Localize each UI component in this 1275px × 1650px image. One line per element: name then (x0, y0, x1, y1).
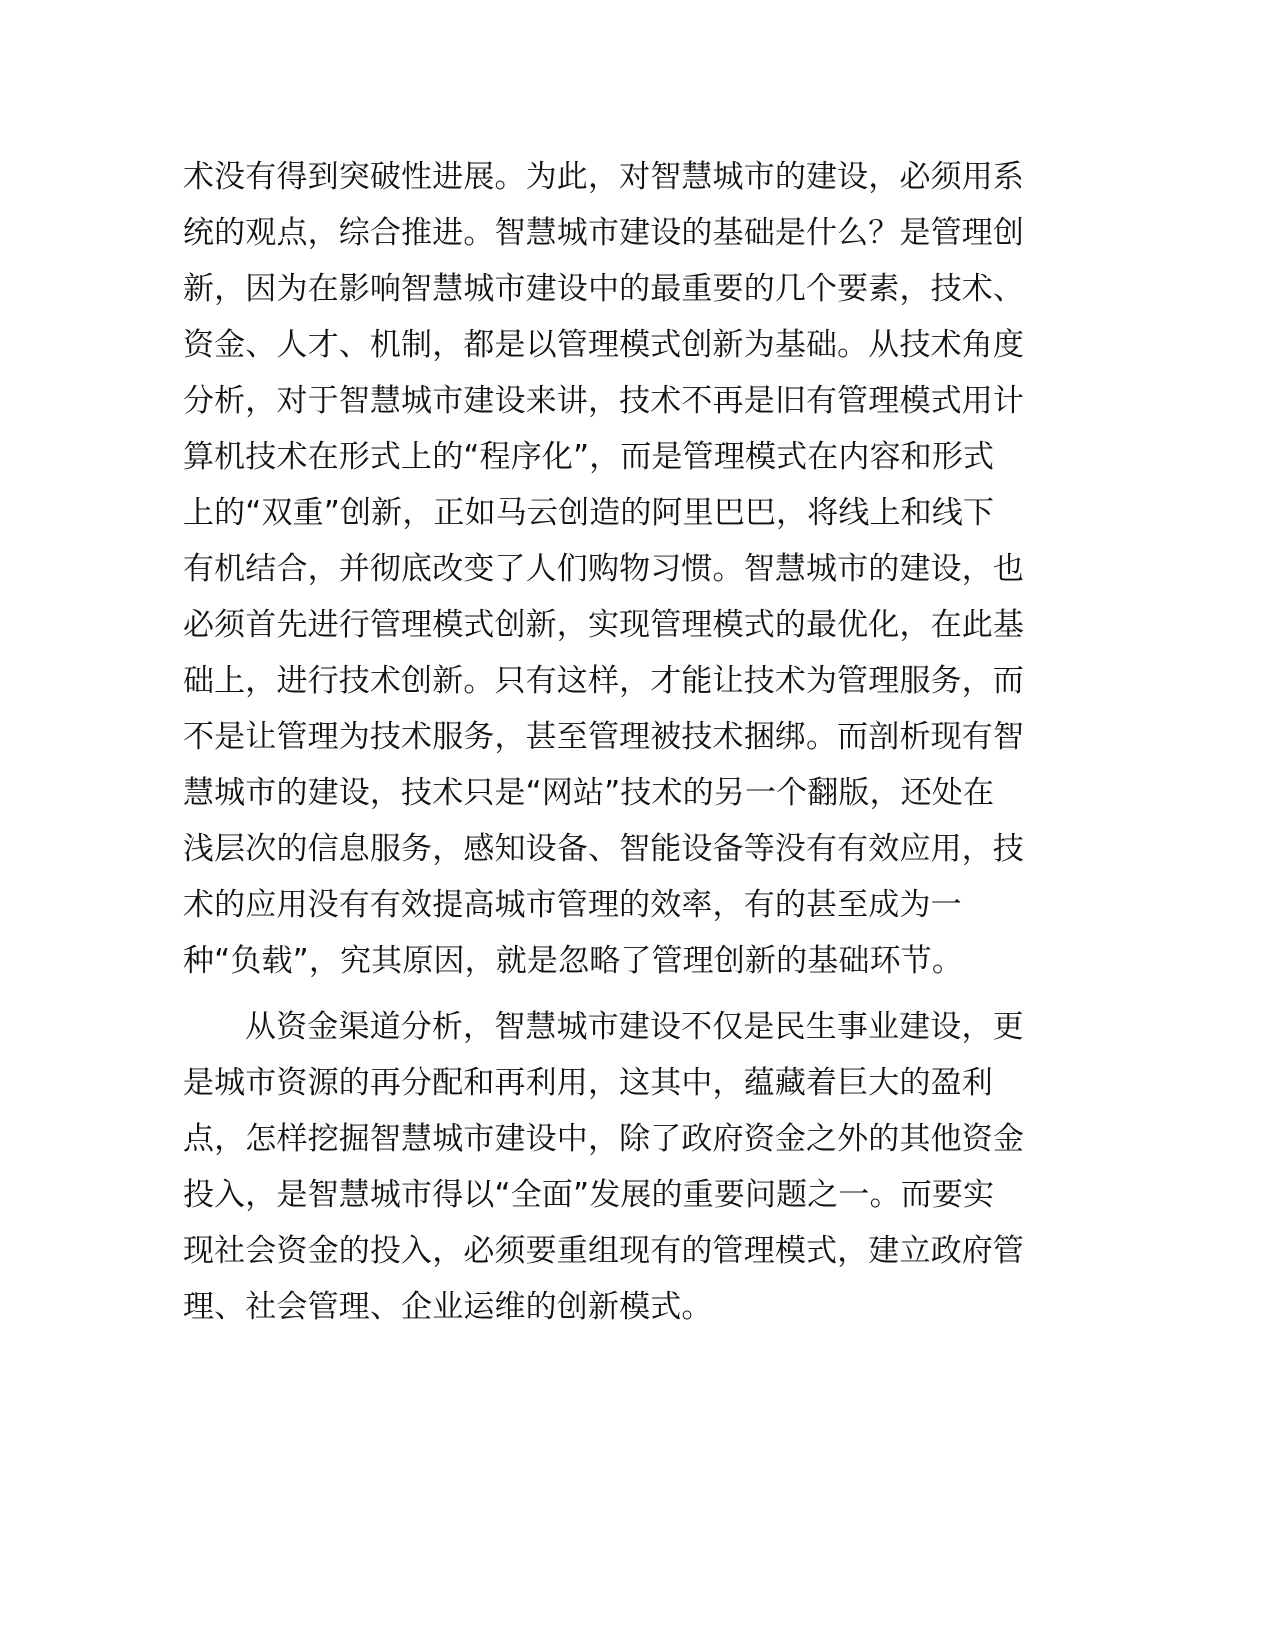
text-line: 统的观点，综合推进。智慧城市建设的基础是什么？是管理创 (183, 215, 1025, 251)
text-line: 有机结合，并彻底改变了人们购物习惯。智慧城市的建设，也 (183, 551, 1025, 587)
body-text (183, 149, 1038, 1335)
paragraph-1 (183, 149, 1038, 989)
paragraph-spacing (183, 989, 1038, 999)
text-line: 资金、人才、机制，都是以管理模式创新为基础。从技术角度 (183, 327, 1025, 363)
text-line: 术的应用没有有效提高城市管理的效率，有的甚至成为一 (183, 887, 962, 923)
text-line: 础上，进行技术创新。只有这样，才能让技术为管理服务，而 (183, 663, 1025, 699)
text-line: 种“负载”，究其原因，就是忽略了管理创新的基础环节。 (183, 943, 964, 979)
text-line: 现社会资金的投入，必须要重组现有的管理模式，建立政府管 (183, 1233, 1025, 1269)
paragraph-2 (183, 999, 1038, 1335)
text-line: 点，怎样挖掘智慧城市建设中，除了政府资金之外的其他资金 (183, 1121, 1025, 1157)
text-line: 术没有得到突破性进展。为此，对智慧城市的建设，必须用系 (183, 159, 1025, 195)
text-line: 上的“双重”创新，正如马云创造的阿里巴巴，将线上和线下 (183, 495, 995, 531)
text-line: 是城市资源的再分配和再利用，这其中，蕴藏着巨大的盈利 (183, 1065, 993, 1101)
text-line: 不是让管理为技术服务，甚至管理被技术捆绑。而剖析现有智 (183, 719, 1025, 755)
text-line: 慧城市的建设，技术只是“网站”技术的另一个翻版，还处在 (183, 775, 995, 811)
text-line: 必须首先进行管理模式创新，实现管理模式的最优化，在此基 (183, 607, 1025, 643)
text-line: 从资金渠道分析，智慧城市建设不仅是民生事业建设，更 (245, 1009, 1024, 1045)
text-line: 浅层次的信息服务，感知设备、智能设备等没有有效应用，技 (183, 831, 1025, 867)
text-line: 投入，是智慧城市得以“全面”发展的重要问题之一。而要实 (183, 1177, 995, 1213)
text-line: 理、社会管理、企业运维的创新模式。 (183, 1289, 713, 1325)
text-line: 分析，对于智慧城市建设来讲，技术不再是旧有管理模式用计 (183, 383, 1025, 419)
text-line: 算机技术在形式上的“程序化”，而是管理模式在内容和形式 (183, 439, 995, 475)
text-line: 新，因为在影响智慧城市建设中的最重要的几个要素，技术、 (183, 271, 1025, 307)
